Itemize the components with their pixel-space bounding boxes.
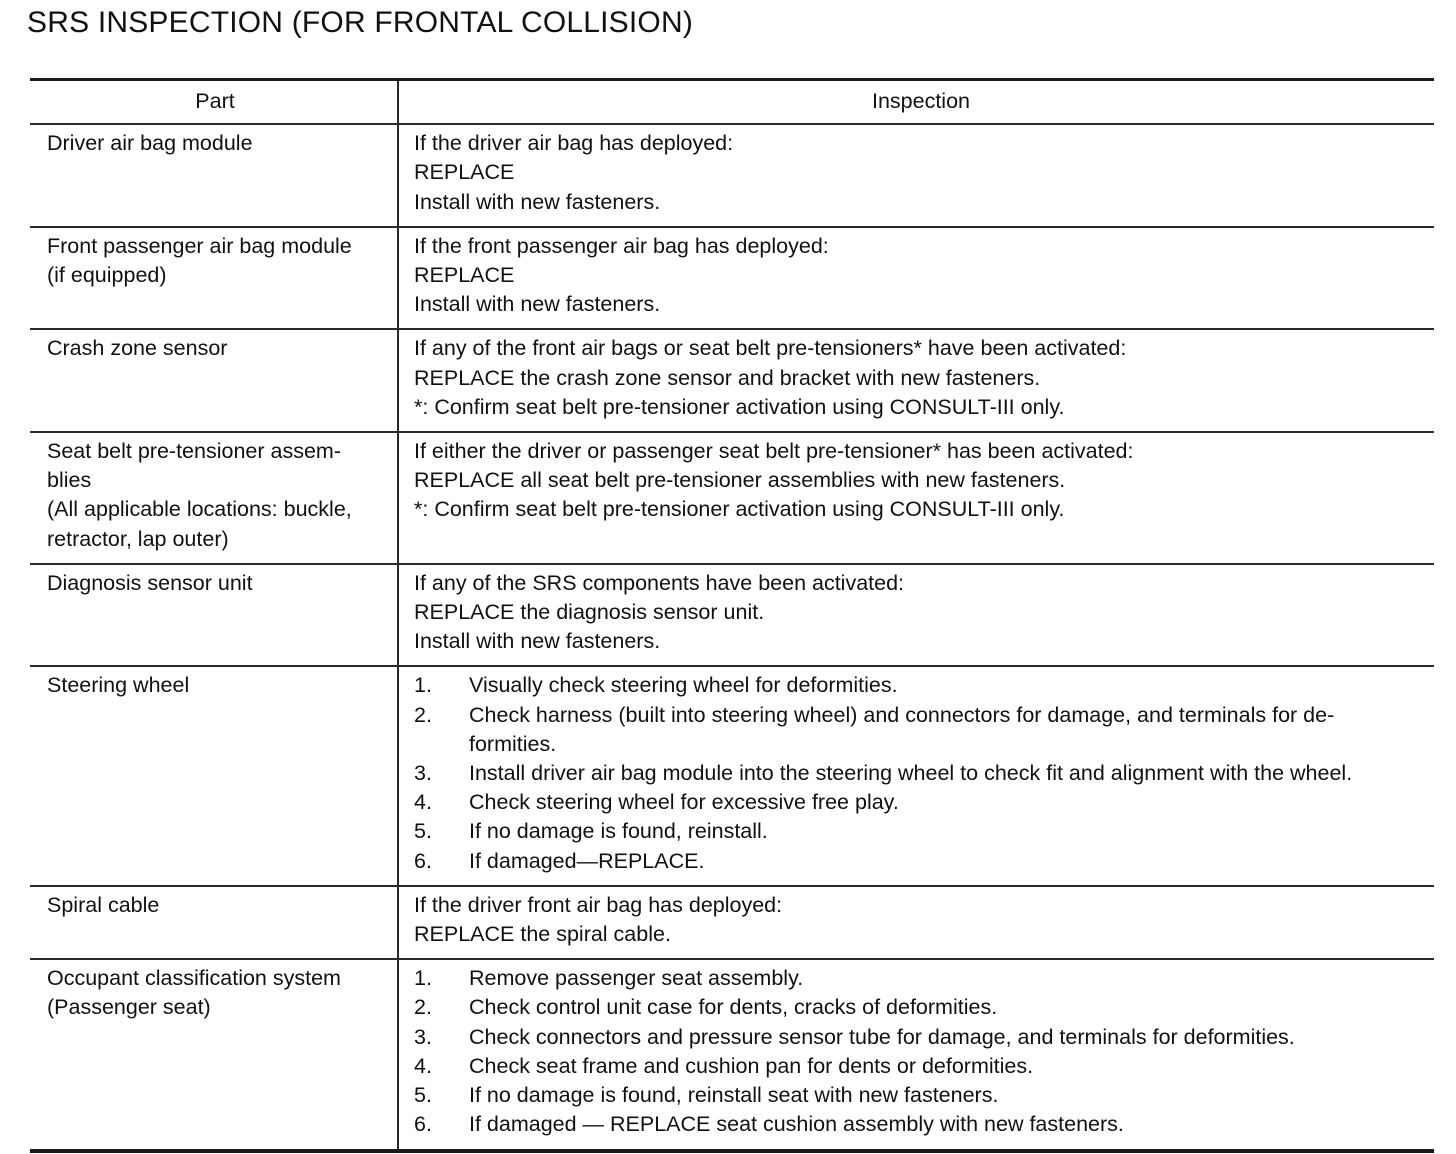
- inspection-step: [414, 1023, 1428, 1052]
- inspection-line: Install with new fasteners.: [414, 189, 661, 214]
- part-name-line: (if equipped): [47, 263, 167, 288]
- inspection-step: [414, 788, 1428, 817]
- inspection-cell: [399, 667, 1434, 884]
- inspection-line: *: Confirm seat belt pre-tensioner activation using CONSULT-III only.: [414, 394, 1065, 419]
- table-row: [30, 565, 1434, 668]
- step-text-line: Check harness (built into steering wheel) and connectors for damage, and terminals for de-: [469, 702, 1335, 727]
- table-row: [30, 433, 1434, 565]
- part-name-line: Driver air bag module: [47, 131, 253, 156]
- inspection-line: *: Confirm seat belt pre-tensioner activation using CONSULT-III only.: [414, 497, 1065, 522]
- step-text-line: Visually check steering wheel for deformities.: [469, 673, 898, 698]
- part-cell: [30, 667, 399, 884]
- inspection-step: [414, 671, 1428, 700]
- step-text-line: If damaged—REPLACE.: [469, 848, 705, 873]
- table-row: [30, 330, 1434, 433]
- inspection-line: If the driver air bag has deployed:: [414, 131, 734, 156]
- table-body: [30, 125, 1434, 1148]
- part-name-line: Diagnosis sensor unit: [47, 570, 253, 595]
- inspection-line: REPLACE the diagnosis sensor unit.: [414, 600, 765, 625]
- inspection-cell: [399, 565, 1434, 666]
- step-text-line: If no damage is found, reinstall seat with new fasteners.: [469, 1083, 999, 1108]
- step-text-line: Install driver air bag module into the steering wheel to check fit and alignment with the wheel.: [469, 761, 1353, 786]
- part-name-line: Front passenger air bag module: [47, 233, 352, 258]
- step-text: [469, 671, 1428, 700]
- inspection-line: REPLACE the crash zone sensor and bracket with new fasteners.: [414, 365, 1041, 390]
- step-text: [469, 1023, 1428, 1052]
- part-cell: [30, 960, 399, 1148]
- inspection-cell: [399, 887, 1434, 958]
- part-name-line: retractor, lap outer): [47, 526, 229, 551]
- inspection-line: REPLACE the spiral cable.: [414, 922, 671, 947]
- table-row: [30, 887, 1434, 960]
- step-text-line: formities.: [469, 731, 557, 756]
- step-text: [469, 788, 1428, 817]
- inspection-cell: [399, 433, 1434, 563]
- step-number: 1.: [414, 673, 432, 698]
- inspection-line: REPLACE all seat belt pre-tensioner assemblies with new fasteners.: [414, 468, 1066, 493]
- step-text: [469, 847, 1428, 876]
- step-number: 4.: [414, 1053, 432, 1078]
- inspection-line: If the front passenger air bag has deployed:: [414, 233, 829, 258]
- step-text-line: Remove passenger seat assembly.: [469, 966, 804, 991]
- step-number: 1.: [414, 966, 432, 991]
- part-cell: [30, 433, 399, 563]
- step-number: 5.: [414, 819, 432, 844]
- inspection-step: [414, 1081, 1428, 1110]
- step-number: 2.: [414, 995, 432, 1020]
- inspection-line: If any of the front air bags or seat belt pre-tensioners* have been activated:: [414, 336, 1127, 361]
- step-text: [469, 759, 1428, 788]
- inspection-step: [414, 1110, 1428, 1139]
- part-cell: [30, 330, 399, 431]
- inspection-step: [414, 993, 1428, 1022]
- table-row: [30, 228, 1434, 331]
- step-number: 3.: [414, 1024, 432, 1049]
- part-cell: [30, 228, 399, 329]
- step-number: 2.: [414, 702, 432, 727]
- header-part: Part: [30, 81, 399, 123]
- step-text: [469, 964, 1428, 993]
- inspection-line: REPLACE: [414, 160, 515, 185]
- step-number: 6.: [414, 1112, 432, 1137]
- step-text-line: If damaged — REPLACE seat cushion assembly with new fasteners.: [469, 1112, 1124, 1137]
- inspection-step: [414, 1052, 1428, 1081]
- step-number: 3.: [414, 761, 432, 786]
- inspection-line: If any of the SRS components have been activated:: [414, 570, 905, 595]
- part-name-line: blies: [47, 468, 92, 493]
- part-name-line: Seat belt pre-tensioner assem-: [47, 439, 341, 464]
- page-title: SRS INSPECTION (FOR FRONTAL COLLISION): [27, 6, 694, 39]
- inspection-step: [414, 759, 1428, 788]
- step-text-line: Check seat frame and cushion pan for dents or deformities.: [469, 1053, 1034, 1078]
- part-name-line: Occupant classification system: [47, 966, 341, 991]
- srs-inspection-table: [30, 78, 1434, 1153]
- part-name-line: Crash zone sensor: [47, 336, 228, 361]
- inspection-line: Install with new fasteners.: [414, 292, 661, 317]
- step-text: [469, 993, 1428, 1022]
- inspection-cell: [399, 330, 1434, 431]
- inspection-line: REPLACE: [414, 263, 515, 288]
- inspection-cell: [399, 960, 1434, 1148]
- table-row: [30, 960, 1434, 1148]
- step-text-line: Check connectors and pressure sensor tube for damage, and terminals for deformities.: [469, 1024, 1295, 1049]
- inspection-step: [414, 964, 1428, 993]
- part-name-line: (Passenger seat): [47, 995, 211, 1020]
- step-text-line: If no damage is found, reinstall.: [469, 819, 768, 844]
- step-number: 4.: [414, 790, 432, 815]
- inspection-line: If either the driver or passenger seat belt pre-tensioner* has been activated:: [414, 439, 1134, 464]
- step-text: [469, 1081, 1428, 1110]
- part-cell: [30, 887, 399, 958]
- part-cell: [30, 125, 399, 226]
- step-number: 6.: [414, 848, 432, 873]
- table-row: [30, 667, 1434, 886]
- inspection-step: [414, 817, 1428, 846]
- step-text: [469, 817, 1428, 846]
- step-text-line: Check control unit case for dents, cracks of deformities.: [469, 995, 998, 1020]
- inspection-cell: [399, 125, 1434, 226]
- inspection-step: [414, 847, 1428, 876]
- inspection-line: If the driver front air bag has deployed:: [414, 892, 783, 917]
- part-name-line: Steering wheel: [47, 673, 190, 698]
- inspection-line: Install with new fasteners.: [414, 629, 661, 654]
- step-text: [469, 1110, 1428, 1139]
- step-number: 5.: [414, 1083, 432, 1108]
- header-inspection: Inspection: [871, 89, 970, 113]
- table-header-row: [30, 81, 1434, 125]
- step-text-line: Check steering wheel for excessive free play.: [469, 790, 899, 815]
- part-cell: [30, 565, 399, 666]
- part-name-line: (All applicable locations: buckle,: [47, 497, 352, 522]
- part-name-line: Spiral cable: [47, 892, 160, 917]
- inspection-step: [414, 701, 1428, 759]
- inspection-cell: [399, 228, 1434, 329]
- step-text: [469, 701, 1428, 759]
- table-row: [30, 125, 1434, 228]
- step-text: [469, 1052, 1428, 1081]
